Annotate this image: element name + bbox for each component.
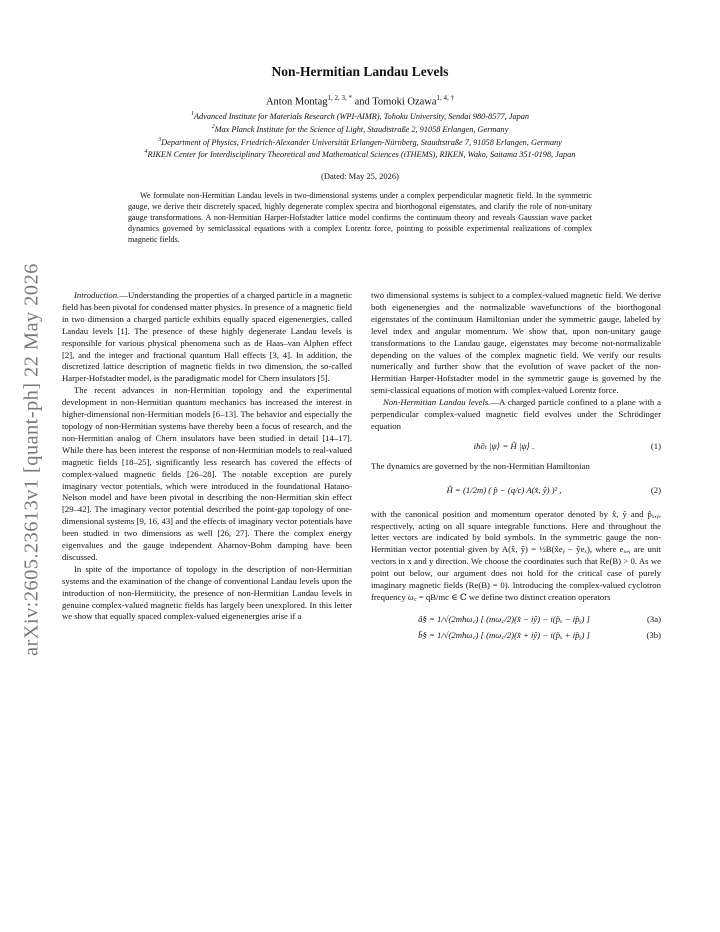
paper-title: Non-Hermitian Landau Levels — [271, 64, 449, 79]
equation-body: Ĥ = (1/2m) ( p̂ − (q/c) A(x̂, ŷ) )² , — [446, 484, 562, 495]
paragraph — [62, 290, 352, 385]
paragraph — [371, 397, 661, 433]
equation-number: (1) — [650, 440, 661, 451]
equation-2 — [371, 485, 661, 497]
equation-body: â§ = 1/√(2mħω꜀) [ (mω꜀/2)(x̂ − iŷ) − i(p̂ₓ − ip̂ᵧ) ] — [418, 613, 590, 624]
paragraph-text: —A charged particle confined to a plane with a perpendicular complex-valued magnetic field evolves under the Schrödinger equation — [371, 397, 662, 431]
left-column — [62, 290, 352, 623]
equation-number: (3b) — [646, 629, 661, 640]
section-lead: Introduction. — [74, 290, 120, 300]
section-lead: Non-Hermitian Landau levels. — [383, 397, 491, 408]
affiliation-mark: 3 — [158, 136, 162, 143]
affiliation-text: RIKEN Center for Interdisciplinary Theoretical and Mathematical Sciences (iTHEMS), RIKEN, Wako, Saitama 351-0198, Japan — [147, 150, 576, 160]
equation-body: iħ∂ₜ |ψ⟩ = Ĥ |ψ⟩ . — [473, 440, 535, 451]
author-marks: 1, 2, 3, * — [327, 94, 352, 102]
right-column — [371, 290, 661, 646]
equation-3b — [371, 630, 661, 642]
affiliation-text: Max Planck Institute for the Science of Light, Staudtstraße 2, 91058 Erlangen, Germany — [214, 124, 509, 134]
equation-body: b̂§ = 1/√(2mħω꜀) [ (mω꜀/2)(x̂ + iŷ) − i(p̂ₓ + ip̂ᵧ) ] — [418, 629, 590, 640]
author-conjunction: and — [354, 96, 370, 108]
paragraph: The recent advances in non-Hermitian topology and the experimental development in non-Hermitian quantum mechanics has increased the interest in higher-dimensional non-Hermitian models [6–13]. The behavior and especially the topology of non-Hermitian systems have thereby been a focus of research, and the non-Hermitian analog of Chern insulators have been studied in detail [14–17]. While there has been interest the response of non-Hermitian models to real-valued magnetic fields [18–25], significantly less research has covered the effects of complex-valued magnetic fields [26–28]. The notable exception are purely imaginary vector potentials, which were introduced in the foundational Hatano-Nelson model and have been pivotal in describing the non-Hermitian skin effect [29–42]. The imaginary vector potential described the point-gap topology of one-dimensional systems [9, 16, 43] and the effects of imaginary vector potentials have been studied in two dimensions as well [26, 27]. There the complex energy eigenvalues and the gauge independent Aharnov-Bohm damping have been discussed. — [62, 385, 352, 562]
author-name: Tomoki Ozawa — [372, 96, 437, 108]
paragraph: The dynamics are governed by the non-Hermitian Hamiltonian — [371, 460, 590, 471]
affiliation-text: Department of Physics, Friedrich-Alexander Universität Erlangen-Nürnberg, Staudtstraße 7, 91058 Erlangen, Germany — [161, 137, 562, 147]
abstract: We formulate non-Hermitian Landau levels in two-dimensional systems under a complex perpendicular magnetic field. In the symmetric gauge, we derive their discretely spaced, highly degenerate complex spectra and biorthogonal eigenstates, and clarify the role of non-unitary gauge transformations. A non-Hermitian Harper-Hofstadter lattice model confirms the continuum theory and reveals Gaussian wave packet dynamics governed by semiclassical equations with a complex Lorentz force, pointing to possible experimental realizations of complex magnetic fields. — [128, 191, 592, 245]
author-name: Anton Montag — [265, 96, 328, 108]
affiliation — [80, 135, 640, 148]
date-line: (Dated: May 25, 2026) — [321, 171, 399, 181]
affiliation-text: Advanced Institute for Materials Research (WPI-AIMR), Tohoku University, Sendai 980-8577, Japan — [193, 111, 530, 121]
equation-number: (2) — [650, 484, 661, 495]
paragraph-text: —Understanding the properties of a charged particle in a magnetic field has been pivotal for condensed matter physics. In presence of a magnetic field in two dimension a charged particle exhibits equally spaced eigenenergies, called Landau levels [1]. The presence of these highly degenerate Landau levels is responsible for various physical phenomena such as de Haas–van Alphen effect [2], and the integer and fractional quantum Hall effects [3, 4]. In addition, the discretized lattice description of magnetic fields in two dimension, the so-called Harper-Hofstadter model, is the paradigmatic model for Chern insulators [5]. — [62, 290, 352, 384]
equation-number: (3a) — [647, 613, 661, 624]
arxiv-stamp: arXiv:2605.23613v1 [quant-ph] 22 May 2026 — [20, 263, 43, 657]
equation-3a — [371, 614, 661, 626]
author-list — [0, 94, 720, 108]
affiliation-mark: 1 — [190, 111, 194, 117]
affiliations — [80, 109, 640, 160]
affiliation — [80, 109, 640, 122]
paragraph: two dimensional systems is subject to a complex-valued magnetic field. We derive both eigenenergies and the normalizable wavefunctions of the biorthogonal eigenstates of the continuum Hamiltonian under the symmetric gauge, labeled by level index and angular momentum. We show that, upon non-unitary gauge transformations to the Landau gauge, eigenstates may become not-normalizable depending on the values of the complex magnetic field. We verify our results numerically and further show that the evolution of wave packet of the non-Hermitian Harper-Hofstadter model in the symmetric gauge is governed by the semi-classical equations of motion with complex-valued Lorentz force. — [371, 290, 661, 396]
paragraph: In spite of the importance of topology in the description of non-Hermitian systems and the examination of the change of conventional Landau levels upon the introduction of non-Hermiticity, the presence of non-Hermitian Landau levels in genuine complex-valued magnetic fields has largely been unexplored. In this letter we show that equally spaced complex-valued eigenenergies arise if a — [62, 563, 352, 622]
affiliation — [80, 147, 640, 160]
affiliation-mark: 2 — [211, 123, 215, 130]
affiliation-mark: 4 — [144, 149, 148, 156]
author-marks: 1, 4, † — [436, 94, 455, 102]
affiliation — [80, 122, 640, 135]
equation-1 — [371, 441, 661, 453]
paragraph: with the canonical position and momentum operator denoted by x̂, ŷ and p̂ₓ,ᵧ, respectively, acting on all square integrable functions. Here and throughout the letter vectors are indicated by bold symbols. In the symmetric gauge the non-Hermitian vector potential given by A(x̂, ŷ) = ½B(x̂eᵧ − ŷeₓ), where eₓ,ᵧ are unit vectors in x and y direction. We choose the coordinates such that Re(B) > 0. As we point out below, our argument does not hold for the critical case of purely imaginary magnetic fields (Re(B) = 0). Introducing the complex-valued cyclotron frequency ω꜀ = qB/mc ∈ ℂ we define two distinct creation operators — [371, 508, 661, 602]
